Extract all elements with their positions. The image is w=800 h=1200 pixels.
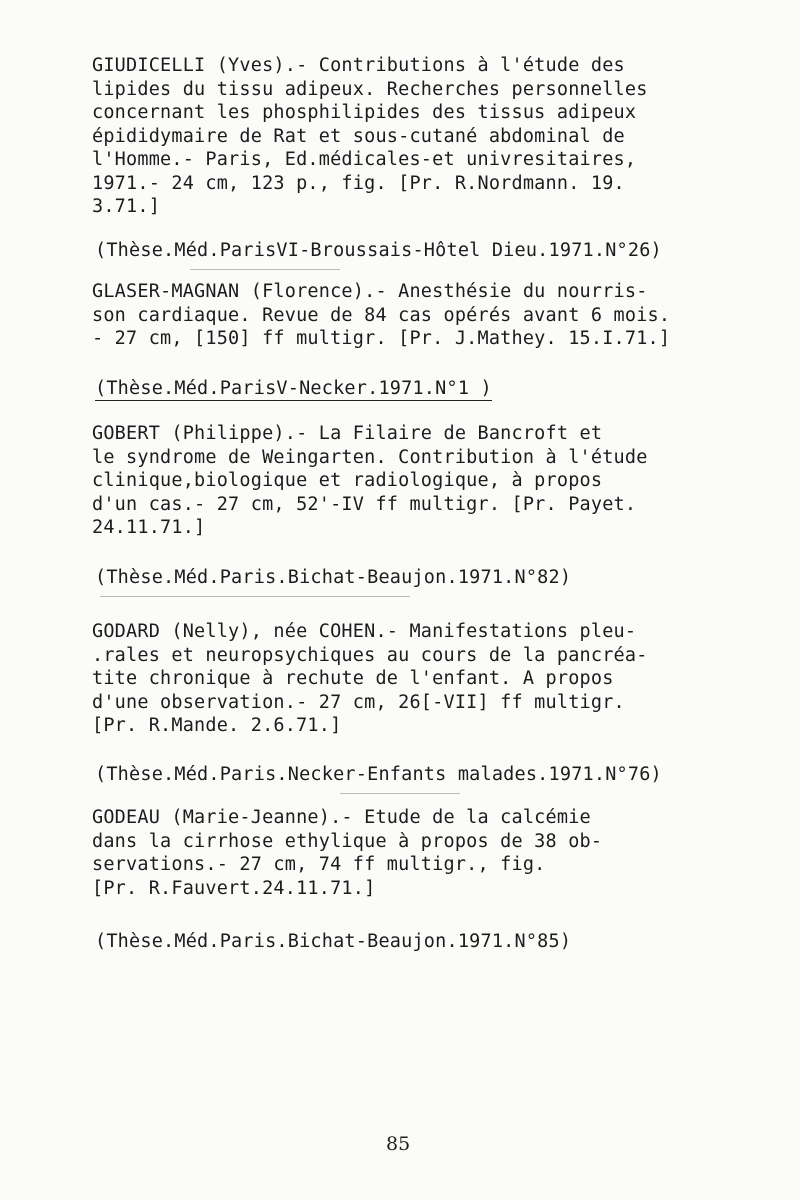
entry-line: tite chronique à rechute de l'enfant. A propos [92,668,614,689]
entry-line: .rales et neuropsychiques au cours de la pancréa- [92,644,648,666]
bibliographic-entry [92,422,732,540]
entry-line: épididymaire de Rat et sous-cutané abdominal de [92,125,625,147]
separator-line [100,596,410,597]
thesis-reference: (Thèse.Méd.Paris.Bichat-Beaujon.1971.N°85) [95,931,572,952]
entry-line: l'Homme.- Paris, Ed.médicales-et univresitaires, [92,149,637,170]
entry-line: [Pr. R.Fauvert.24.11.71.] [92,877,376,899]
entry-line: GOBERT (Philippe).- La Filaire de Bancroft et [92,423,603,444]
entry-line: 24.11.71.] [92,517,206,538]
entry-line: dans la cirrhose ethylique à propos de 38 ob- [92,830,603,852]
separator-line [190,269,340,270]
entry-line: le syndrome de Weingarten. Contribution à l'étude [92,446,648,468]
entry-line: son cardiaque. Revue de 84 cas opérés avant 6 mois. [92,304,671,326]
entry-line: lipides du tissu adipeux. Recherches personnelles [92,78,648,100]
entry-line: GLASER-MAGNAN (Florence).- Anesthésie du nourris- [92,281,648,302]
entry-line: servations.- 27 cm, 74 ff multigr., fig. [92,854,546,875]
page-number: 85 [386,1133,411,1155]
entry-line: GODEAU (Marie-Jeanne).- Etude de la calcémie [92,807,591,828]
entry-line: - 27 cm, [150] ff multigr. [Pr. J.Mathey. 15.I.71.] [92,328,671,349]
entry-line: concernant les phosphilipides des tissus adipeux [92,102,637,123]
entry-line: GODARD (Nelly), née COHEN.- Manifestations pleu- [92,621,637,642]
entry-line: 1971.- 24 cm, 123 p., fig. [Pr. R.Nordmann. 19. [92,172,625,194]
entry-line: d'une observation.- 27 cm, 26[-VII] ff multigr. [92,691,625,713]
entry-line: 3.71.] [92,196,161,217]
bibliographic-entry [92,806,732,900]
entry-line: d'un cas.- 27 cm, 52'-IV ff multigr. [Pr. Payet. [92,493,637,515]
thesis-reference: (Thèse.Méd.ParisVI-Broussais-Hôtel Dieu.1971.N°26) [95,240,662,261]
separator-line [340,793,460,794]
bibliographic-entry [92,280,732,351]
bibliographic-entry [92,620,732,738]
thesis-reference [95,378,492,399]
bibliographic-entry [92,54,732,219]
thesis-reference: (Thèse.Méd.Paris.Bichat-Beaujon.1971.N°82) [95,567,572,588]
entry-line: [Pr. R.Mande. 2.6.71.] [92,715,342,736]
entry-line: GIUDICELLI (Yves).- Contributions à l'étude des [92,55,625,76]
thesis-reference-text: (Thèse.Méd.ParisV-Necker.1971.N°1 ) [95,378,492,399]
entry-line: clinique,biologique et radiologique, à propos [92,470,603,491]
thesis-reference: (Thèse.Méd.Paris.Necker-Enfants malades.1971.N°76) [95,764,662,785]
